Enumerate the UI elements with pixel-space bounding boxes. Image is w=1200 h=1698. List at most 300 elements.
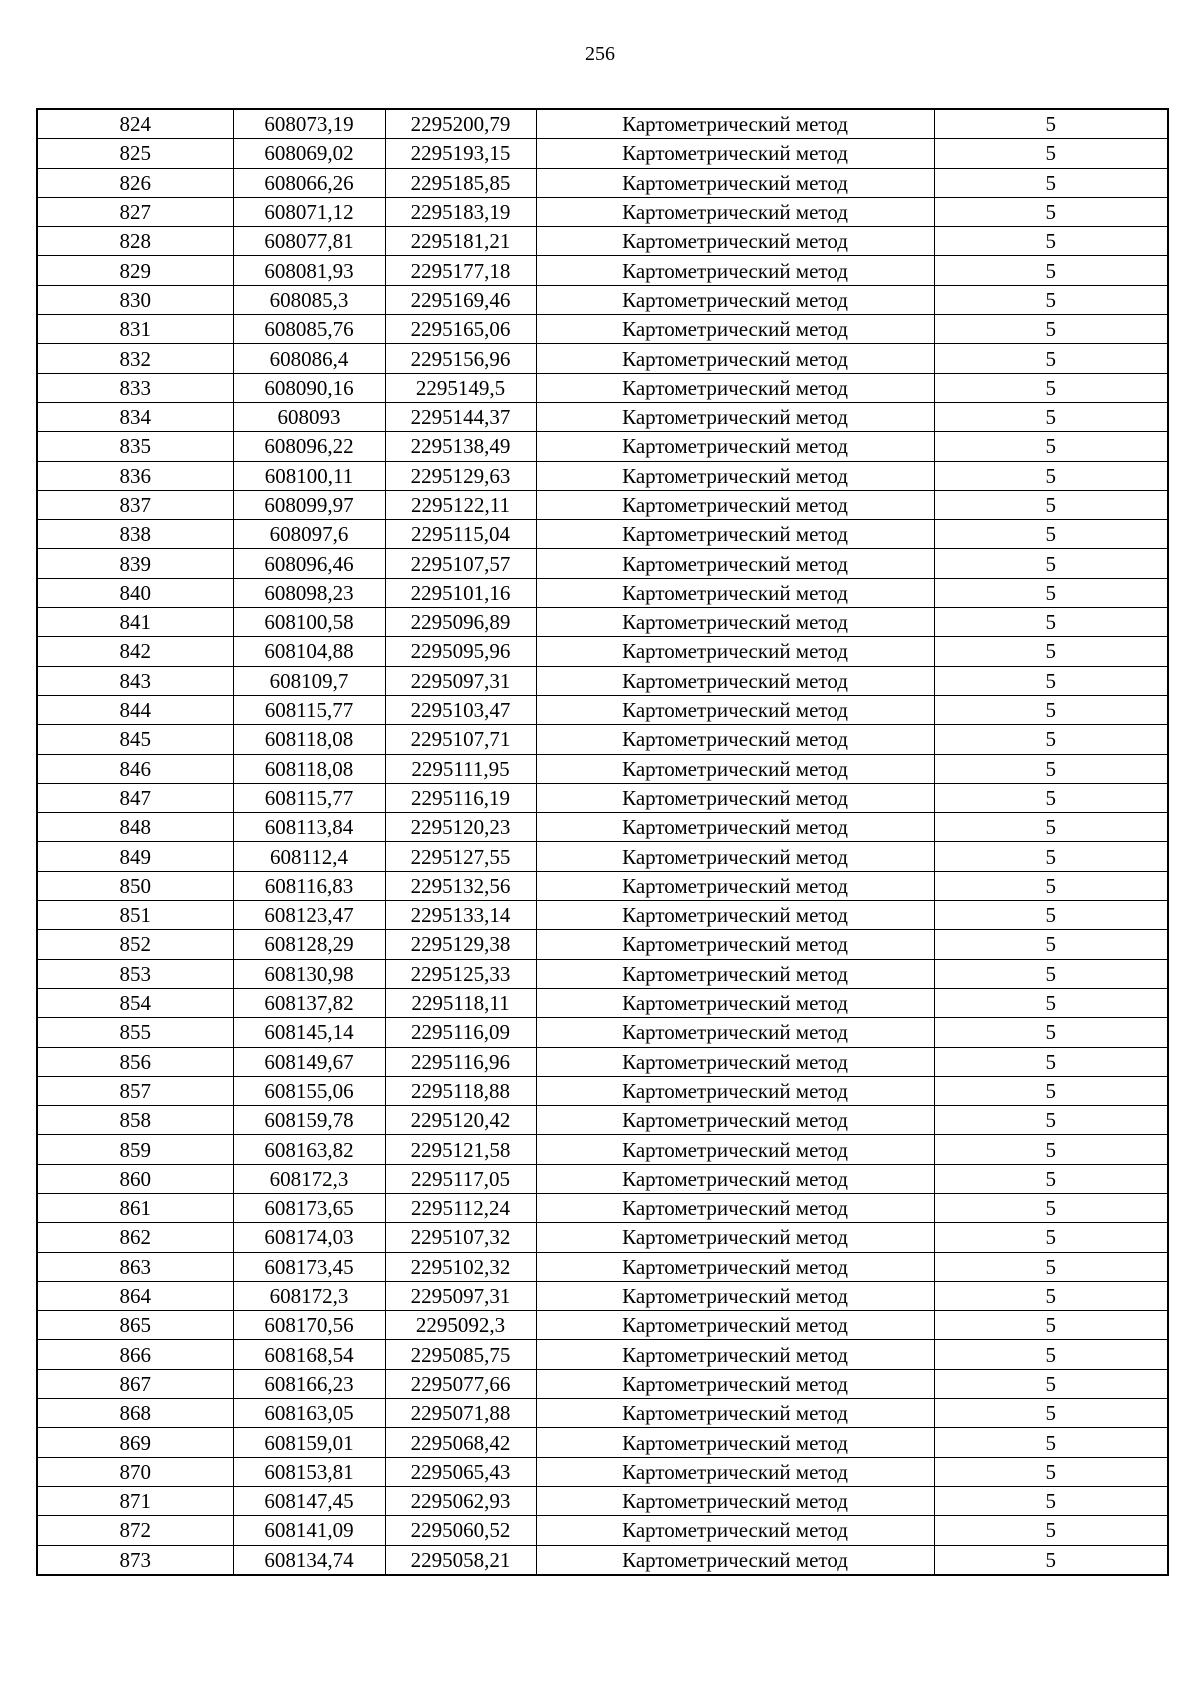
accuracy-cell: 5 <box>934 608 1168 637</box>
y-coordinate-cell: 2295085,75 <box>385 1340 536 1369</box>
accuracy-cell: 5 <box>934 1106 1168 1135</box>
table-row <box>37 520 1168 549</box>
accuracy-cell: 5 <box>934 402 1168 431</box>
point-number-cell: 828 <box>37 227 233 256</box>
point-number-cell: 869 <box>37 1428 233 1457</box>
point-number-cell: 834 <box>37 402 233 431</box>
x-coordinate-cell: 608137,82 <box>233 988 385 1017</box>
table-row <box>37 1076 1168 1105</box>
point-number-cell: 871 <box>37 1486 233 1515</box>
y-coordinate-cell: 2295096,89 <box>385 608 536 637</box>
method-cell: Картометрический метод <box>536 109 934 139</box>
method-cell: Картометрический метод <box>536 1135 934 1164</box>
y-coordinate-cell: 2295165,06 <box>385 315 536 344</box>
accuracy-cell: 5 <box>934 461 1168 490</box>
y-coordinate-cell: 2295156,96 <box>385 344 536 373</box>
point-number-cell: 824 <box>37 109 233 139</box>
table-row <box>37 1369 1168 1398</box>
x-coordinate-cell: 608100,11 <box>233 461 385 490</box>
accuracy-cell: 5 <box>934 168 1168 197</box>
accuracy-cell: 5 <box>934 813 1168 842</box>
accuracy-cell: 5 <box>934 1311 1168 1340</box>
y-coordinate-cell: 2295112,24 <box>385 1193 536 1222</box>
x-coordinate-cell: 608100,58 <box>233 608 385 637</box>
y-coordinate-cell: 2295107,32 <box>385 1223 536 1252</box>
y-coordinate-cell: 2295095,96 <box>385 637 536 666</box>
accuracy-cell: 5 <box>934 637 1168 666</box>
accuracy-cell: 5 <box>934 1428 1168 1457</box>
table-row <box>37 315 1168 344</box>
table-row <box>37 1018 1168 1047</box>
accuracy-cell: 5 <box>934 1516 1168 1545</box>
y-coordinate-cell: 2295107,71 <box>385 725 536 754</box>
x-coordinate-cell: 608147,45 <box>233 1486 385 1515</box>
accuracy-cell: 5 <box>934 227 1168 256</box>
accuracy-cell: 5 <box>934 1281 1168 1310</box>
table-row <box>37 197 1168 226</box>
accuracy-cell: 5 <box>934 1164 1168 1193</box>
table-row <box>37 1223 1168 1252</box>
y-coordinate-cell: 2295120,42 <box>385 1106 536 1135</box>
method-cell: Картометрический метод <box>536 813 934 842</box>
accuracy-cell: 5 <box>934 1545 1168 1575</box>
x-coordinate-cell: 608066,26 <box>233 168 385 197</box>
accuracy-cell: 5 <box>934 988 1168 1017</box>
point-number-cell: 863 <box>37 1252 233 1281</box>
x-coordinate-cell: 608145,14 <box>233 1018 385 1047</box>
method-cell: Картометрический метод <box>536 754 934 783</box>
point-number-cell: 837 <box>37 490 233 519</box>
x-coordinate-cell: 608123,47 <box>233 901 385 930</box>
method-cell: Картометрический метод <box>536 1281 934 1310</box>
y-coordinate-cell: 2295127,55 <box>385 842 536 871</box>
x-coordinate-cell: 608128,29 <box>233 930 385 959</box>
table-row <box>37 695 1168 724</box>
table-row <box>37 1281 1168 1310</box>
table-row <box>37 1193 1168 1222</box>
table-row <box>37 988 1168 1017</box>
point-number-cell: 838 <box>37 520 233 549</box>
table-row <box>37 1164 1168 1193</box>
x-coordinate-cell: 608073,19 <box>233 109 385 139</box>
table-row <box>37 461 1168 490</box>
table-row <box>37 168 1168 197</box>
point-number-cell: 845 <box>37 725 233 754</box>
accuracy-cell: 5 <box>934 373 1168 402</box>
y-coordinate-cell: 2295065,43 <box>385 1457 536 1486</box>
y-coordinate-cell: 2295118,88 <box>385 1076 536 1105</box>
point-number-cell: 864 <box>37 1281 233 1310</box>
method-cell: Картометрический метод <box>536 842 934 871</box>
table-row <box>37 637 1168 666</box>
accuracy-cell: 5 <box>934 1399 1168 1428</box>
table-row <box>37 1311 1168 1340</box>
y-coordinate-cell: 2295111,95 <box>385 754 536 783</box>
y-coordinate-cell: 2295116,19 <box>385 783 536 812</box>
x-coordinate-cell: 608112,4 <box>233 842 385 871</box>
method-cell: Картометрический метод <box>536 1311 934 1340</box>
table-row <box>37 842 1168 871</box>
y-coordinate-cell: 2295120,23 <box>385 813 536 842</box>
point-number-cell: 849 <box>37 842 233 871</box>
point-number-cell: 865 <box>37 1311 233 1340</box>
table-row <box>37 1486 1168 1515</box>
y-coordinate-cell: 2295122,11 <box>385 490 536 519</box>
method-cell: Картометрический метод <box>536 139 934 168</box>
method-cell: Картометрический метод <box>536 695 934 724</box>
x-coordinate-cell: 608159,01 <box>233 1428 385 1457</box>
x-coordinate-cell: 608134,74 <box>233 1545 385 1575</box>
y-coordinate-cell: 2295200,79 <box>385 109 536 139</box>
point-number-cell: 827 <box>37 197 233 226</box>
x-coordinate-cell: 608069,02 <box>233 139 385 168</box>
method-cell: Картометрический метод <box>536 549 934 578</box>
table-row <box>37 871 1168 900</box>
accuracy-cell: 5 <box>934 871 1168 900</box>
x-coordinate-cell: 608097,6 <box>233 520 385 549</box>
x-coordinate-cell: 608118,08 <box>233 754 385 783</box>
y-coordinate-cell: 2295129,63 <box>385 461 536 490</box>
x-coordinate-cell: 608155,06 <box>233 1076 385 1105</box>
y-coordinate-cell: 2295125,33 <box>385 959 536 988</box>
x-coordinate-cell: 608130,98 <box>233 959 385 988</box>
method-cell: Картометрический метод <box>536 578 934 607</box>
accuracy-cell: 5 <box>934 783 1168 812</box>
method-cell: Картометрический метод <box>536 344 934 373</box>
accuracy-cell: 5 <box>934 1252 1168 1281</box>
table-row <box>37 725 1168 754</box>
method-cell: Картометрический метод <box>536 725 934 754</box>
table-row <box>37 402 1168 431</box>
table-row <box>37 783 1168 812</box>
method-cell: Картометрический метод <box>536 1018 934 1047</box>
point-number-cell: 855 <box>37 1018 233 1047</box>
accuracy-cell: 5 <box>934 1369 1168 1398</box>
method-cell: Картометрический метод <box>536 783 934 812</box>
y-coordinate-cell: 2295144,37 <box>385 402 536 431</box>
coordinates-table <box>36 108 1169 1576</box>
x-coordinate-cell: 608166,23 <box>233 1369 385 1398</box>
point-number-cell: 825 <box>37 139 233 168</box>
point-number-cell: 847 <box>37 783 233 812</box>
method-cell: Картометрический метод <box>536 1369 934 1398</box>
table-row <box>37 901 1168 930</box>
y-coordinate-cell: 2295183,19 <box>385 197 536 226</box>
accuracy-cell: 5 <box>934 695 1168 724</box>
point-number-cell: 866 <box>37 1340 233 1369</box>
accuracy-cell: 5 <box>934 725 1168 754</box>
x-coordinate-cell: 608153,81 <box>233 1457 385 1486</box>
method-cell: Картометрический метод <box>536 1252 934 1281</box>
accuracy-cell: 5 <box>934 930 1168 959</box>
y-coordinate-cell: 2295169,46 <box>385 285 536 314</box>
point-number-cell: 870 <box>37 1457 233 1486</box>
x-coordinate-cell: 608109,7 <box>233 666 385 695</box>
table-row <box>37 1135 1168 1164</box>
point-number-cell: 848 <box>37 813 233 842</box>
x-coordinate-cell: 608149,67 <box>233 1047 385 1076</box>
y-coordinate-cell: 2295092,3 <box>385 1311 536 1340</box>
table-row <box>37 578 1168 607</box>
table-row <box>37 109 1168 139</box>
accuracy-cell: 5 <box>934 490 1168 519</box>
y-coordinate-cell: 2295101,16 <box>385 578 536 607</box>
table-row <box>37 139 1168 168</box>
accuracy-cell: 5 <box>934 842 1168 871</box>
accuracy-cell: 5 <box>934 1135 1168 1164</box>
point-number-cell: 856 <box>37 1047 233 1076</box>
table-row <box>37 256 1168 285</box>
point-number-cell: 873 <box>37 1545 233 1575</box>
point-number-cell: 840 <box>37 578 233 607</box>
x-coordinate-cell: 608085,3 <box>233 285 385 314</box>
accuracy-cell: 5 <box>934 1340 1168 1369</box>
method-cell: Картометрический метод <box>536 256 934 285</box>
point-number-cell: 852 <box>37 930 233 959</box>
method-cell: Картометрический метод <box>536 1340 934 1369</box>
table-row <box>37 1545 1168 1575</box>
y-coordinate-cell: 2295116,96 <box>385 1047 536 1076</box>
point-number-cell: 843 <box>37 666 233 695</box>
method-cell: Картометрический метод <box>536 930 934 959</box>
y-coordinate-cell: 2295071,88 <box>385 1399 536 1428</box>
accuracy-cell: 5 <box>934 1047 1168 1076</box>
coordinates-table-body <box>37 109 1168 1575</box>
y-coordinate-cell: 2295133,14 <box>385 901 536 930</box>
x-coordinate-cell: 608077,81 <box>233 227 385 256</box>
point-number-cell: 836 <box>37 461 233 490</box>
x-coordinate-cell: 608086,4 <box>233 344 385 373</box>
accuracy-cell: 5 <box>934 1223 1168 1252</box>
point-number-cell: 854 <box>37 988 233 1017</box>
point-number-cell: 846 <box>37 754 233 783</box>
y-coordinate-cell: 2295138,49 <box>385 432 536 461</box>
x-coordinate-cell: 608163,05 <box>233 1399 385 1428</box>
accuracy-cell: 5 <box>934 285 1168 314</box>
x-coordinate-cell: 608096,46 <box>233 549 385 578</box>
point-number-cell: 835 <box>37 432 233 461</box>
point-number-cell: 826 <box>37 168 233 197</box>
table-row <box>37 1399 1168 1428</box>
y-coordinate-cell: 2295107,57 <box>385 549 536 578</box>
point-number-cell: 853 <box>37 959 233 988</box>
accuracy-cell: 5 <box>934 432 1168 461</box>
accuracy-cell: 5 <box>934 109 1168 139</box>
y-coordinate-cell: 2295103,47 <box>385 695 536 724</box>
point-number-cell: 868 <box>37 1399 233 1428</box>
x-coordinate-cell: 608173,45 <box>233 1252 385 1281</box>
accuracy-cell: 5 <box>934 578 1168 607</box>
method-cell: Картометрический метод <box>536 1223 934 1252</box>
x-coordinate-cell: 608071,12 <box>233 197 385 226</box>
table-row <box>37 344 1168 373</box>
x-coordinate-cell: 608141,09 <box>233 1516 385 1545</box>
point-number-cell: 862 <box>37 1223 233 1252</box>
method-cell: Картометрический метод <box>536 1399 934 1428</box>
method-cell: Картометрический метод <box>536 373 934 402</box>
y-coordinate-cell: 2295068,42 <box>385 1428 536 1457</box>
point-number-cell: 860 <box>37 1164 233 1193</box>
x-coordinate-cell: 608172,3 <box>233 1164 385 1193</box>
method-cell: Картометрический метод <box>536 285 934 314</box>
accuracy-cell: 5 <box>934 1018 1168 1047</box>
point-number-cell: 830 <box>37 285 233 314</box>
x-coordinate-cell: 608098,23 <box>233 578 385 607</box>
point-number-cell: 831 <box>37 315 233 344</box>
table-row <box>37 959 1168 988</box>
accuracy-cell: 5 <box>934 666 1168 695</box>
method-cell: Картометрический метод <box>536 1457 934 1486</box>
y-coordinate-cell: 2295077,66 <box>385 1369 536 1398</box>
point-number-cell: 850 <box>37 871 233 900</box>
point-number-cell: 839 <box>37 549 233 578</box>
point-number-cell: 867 <box>37 1369 233 1398</box>
accuracy-cell: 5 <box>934 344 1168 373</box>
y-coordinate-cell: 2295060,52 <box>385 1516 536 1545</box>
y-coordinate-cell: 2295115,04 <box>385 520 536 549</box>
accuracy-cell: 5 <box>934 549 1168 578</box>
y-coordinate-cell: 2295116,09 <box>385 1018 536 1047</box>
table-row <box>37 754 1168 783</box>
method-cell: Картометрический метод <box>536 490 934 519</box>
method-cell: Картометрический метод <box>536 1047 934 1076</box>
table-row <box>37 1428 1168 1457</box>
y-coordinate-cell: 2295149,5 <box>385 373 536 402</box>
x-coordinate-cell: 608085,76 <box>233 315 385 344</box>
accuracy-cell: 5 <box>934 1486 1168 1515</box>
method-cell: Картометрический метод <box>536 1545 934 1575</box>
x-coordinate-cell: 608168,54 <box>233 1340 385 1369</box>
x-coordinate-cell: 608172,3 <box>233 1281 385 1310</box>
method-cell: Картометрический метод <box>536 608 934 637</box>
point-number-cell: 858 <box>37 1106 233 1135</box>
method-cell: Картометрический метод <box>536 1516 934 1545</box>
point-number-cell: 832 <box>37 344 233 373</box>
accuracy-cell: 5 <box>934 520 1168 549</box>
x-coordinate-cell: 608093 <box>233 402 385 431</box>
method-cell: Картометрический метод <box>536 901 934 930</box>
method-cell: Картометрический метод <box>536 637 934 666</box>
point-number-cell: 829 <box>37 256 233 285</box>
method-cell: Картометрический метод <box>536 461 934 490</box>
point-number-cell: 857 <box>37 1076 233 1105</box>
method-cell: Картометрический метод <box>536 168 934 197</box>
point-number-cell: 842 <box>37 637 233 666</box>
x-coordinate-cell: 608118,08 <box>233 725 385 754</box>
method-cell: Картометрический метод <box>536 1106 934 1135</box>
point-number-cell: 851 <box>37 901 233 930</box>
accuracy-cell: 5 <box>934 256 1168 285</box>
method-cell: Картометрический метод <box>536 315 934 344</box>
x-coordinate-cell: 608174,03 <box>233 1223 385 1252</box>
accuracy-cell: 5 <box>934 1193 1168 1222</box>
y-coordinate-cell: 2295181,21 <box>385 227 536 256</box>
y-coordinate-cell: 2295129,38 <box>385 930 536 959</box>
method-cell: Картометрический метод <box>536 1076 934 1105</box>
accuracy-cell: 5 <box>934 197 1168 226</box>
table-row <box>37 432 1168 461</box>
x-coordinate-cell: 608104,88 <box>233 637 385 666</box>
accuracy-cell: 5 <box>934 901 1168 930</box>
point-number-cell: 833 <box>37 373 233 402</box>
accuracy-cell: 5 <box>934 754 1168 783</box>
x-coordinate-cell: 608115,77 <box>233 695 385 724</box>
x-coordinate-cell: 608113,84 <box>233 813 385 842</box>
method-cell: Картометрический метод <box>536 871 934 900</box>
x-coordinate-cell: 608090,16 <box>233 373 385 402</box>
table-row <box>37 373 1168 402</box>
accuracy-cell: 5 <box>934 1457 1168 1486</box>
table-row <box>37 285 1168 314</box>
accuracy-cell: 5 <box>934 959 1168 988</box>
method-cell: Картометрический метод <box>536 1164 934 1193</box>
y-coordinate-cell: 2295185,85 <box>385 168 536 197</box>
method-cell: Картометрический метод <box>536 227 934 256</box>
x-coordinate-cell: 608173,65 <box>233 1193 385 1222</box>
y-coordinate-cell: 2295177,18 <box>385 256 536 285</box>
accuracy-cell: 5 <box>934 315 1168 344</box>
y-coordinate-cell: 2295097,31 <box>385 666 536 695</box>
x-coordinate-cell: 608170,56 <box>233 1311 385 1340</box>
table-row <box>37 813 1168 842</box>
table-row <box>37 930 1168 959</box>
method-cell: Картометрический метод <box>536 1486 934 1515</box>
x-coordinate-cell: 608096,22 <box>233 432 385 461</box>
table-row <box>37 666 1168 695</box>
y-coordinate-cell: 2295121,58 <box>385 1135 536 1164</box>
y-coordinate-cell: 2295058,21 <box>385 1545 536 1575</box>
method-cell: Картометрический метод <box>536 402 934 431</box>
method-cell: Картометрический метод <box>536 959 934 988</box>
method-cell: Картометрический метод <box>536 520 934 549</box>
x-coordinate-cell: 608116,83 <box>233 871 385 900</box>
table-row <box>37 1340 1168 1369</box>
y-coordinate-cell: 2295102,32 <box>385 1252 536 1281</box>
y-coordinate-cell: 2295097,31 <box>385 1281 536 1310</box>
y-coordinate-cell: 2295132,56 <box>385 871 536 900</box>
method-cell: Картометрический метод <box>536 988 934 1017</box>
method-cell: Картометрический метод <box>536 666 934 695</box>
table-row <box>37 1457 1168 1486</box>
table-row <box>37 227 1168 256</box>
x-coordinate-cell: 608081,93 <box>233 256 385 285</box>
point-number-cell: 872 <box>37 1516 233 1545</box>
table-row <box>37 1516 1168 1545</box>
y-coordinate-cell: 2295117,05 <box>385 1164 536 1193</box>
table-row <box>37 490 1168 519</box>
table-row <box>37 549 1168 578</box>
method-cell: Картометрический метод <box>536 197 934 226</box>
x-coordinate-cell: 608163,82 <box>233 1135 385 1164</box>
x-coordinate-cell: 608115,77 <box>233 783 385 812</box>
table-row <box>37 608 1168 637</box>
y-coordinate-cell: 2295193,15 <box>385 139 536 168</box>
point-number-cell: 859 <box>37 1135 233 1164</box>
method-cell: Картометрический метод <box>536 1193 934 1222</box>
point-number-cell: 844 <box>37 695 233 724</box>
x-coordinate-cell: 608099,97 <box>233 490 385 519</box>
y-coordinate-cell: 2295118,11 <box>385 988 536 1017</box>
accuracy-cell: 5 <box>934 139 1168 168</box>
accuracy-cell: 5 <box>934 1076 1168 1105</box>
x-coordinate-cell: 608159,78 <box>233 1106 385 1135</box>
point-number-cell: 841 <box>37 608 233 637</box>
method-cell: Картометрический метод <box>536 1428 934 1457</box>
y-coordinate-cell: 2295062,93 <box>385 1486 536 1515</box>
point-number-cell: 861 <box>37 1193 233 1222</box>
page-number: 256 <box>585 43 615 65</box>
table-row <box>37 1047 1168 1076</box>
